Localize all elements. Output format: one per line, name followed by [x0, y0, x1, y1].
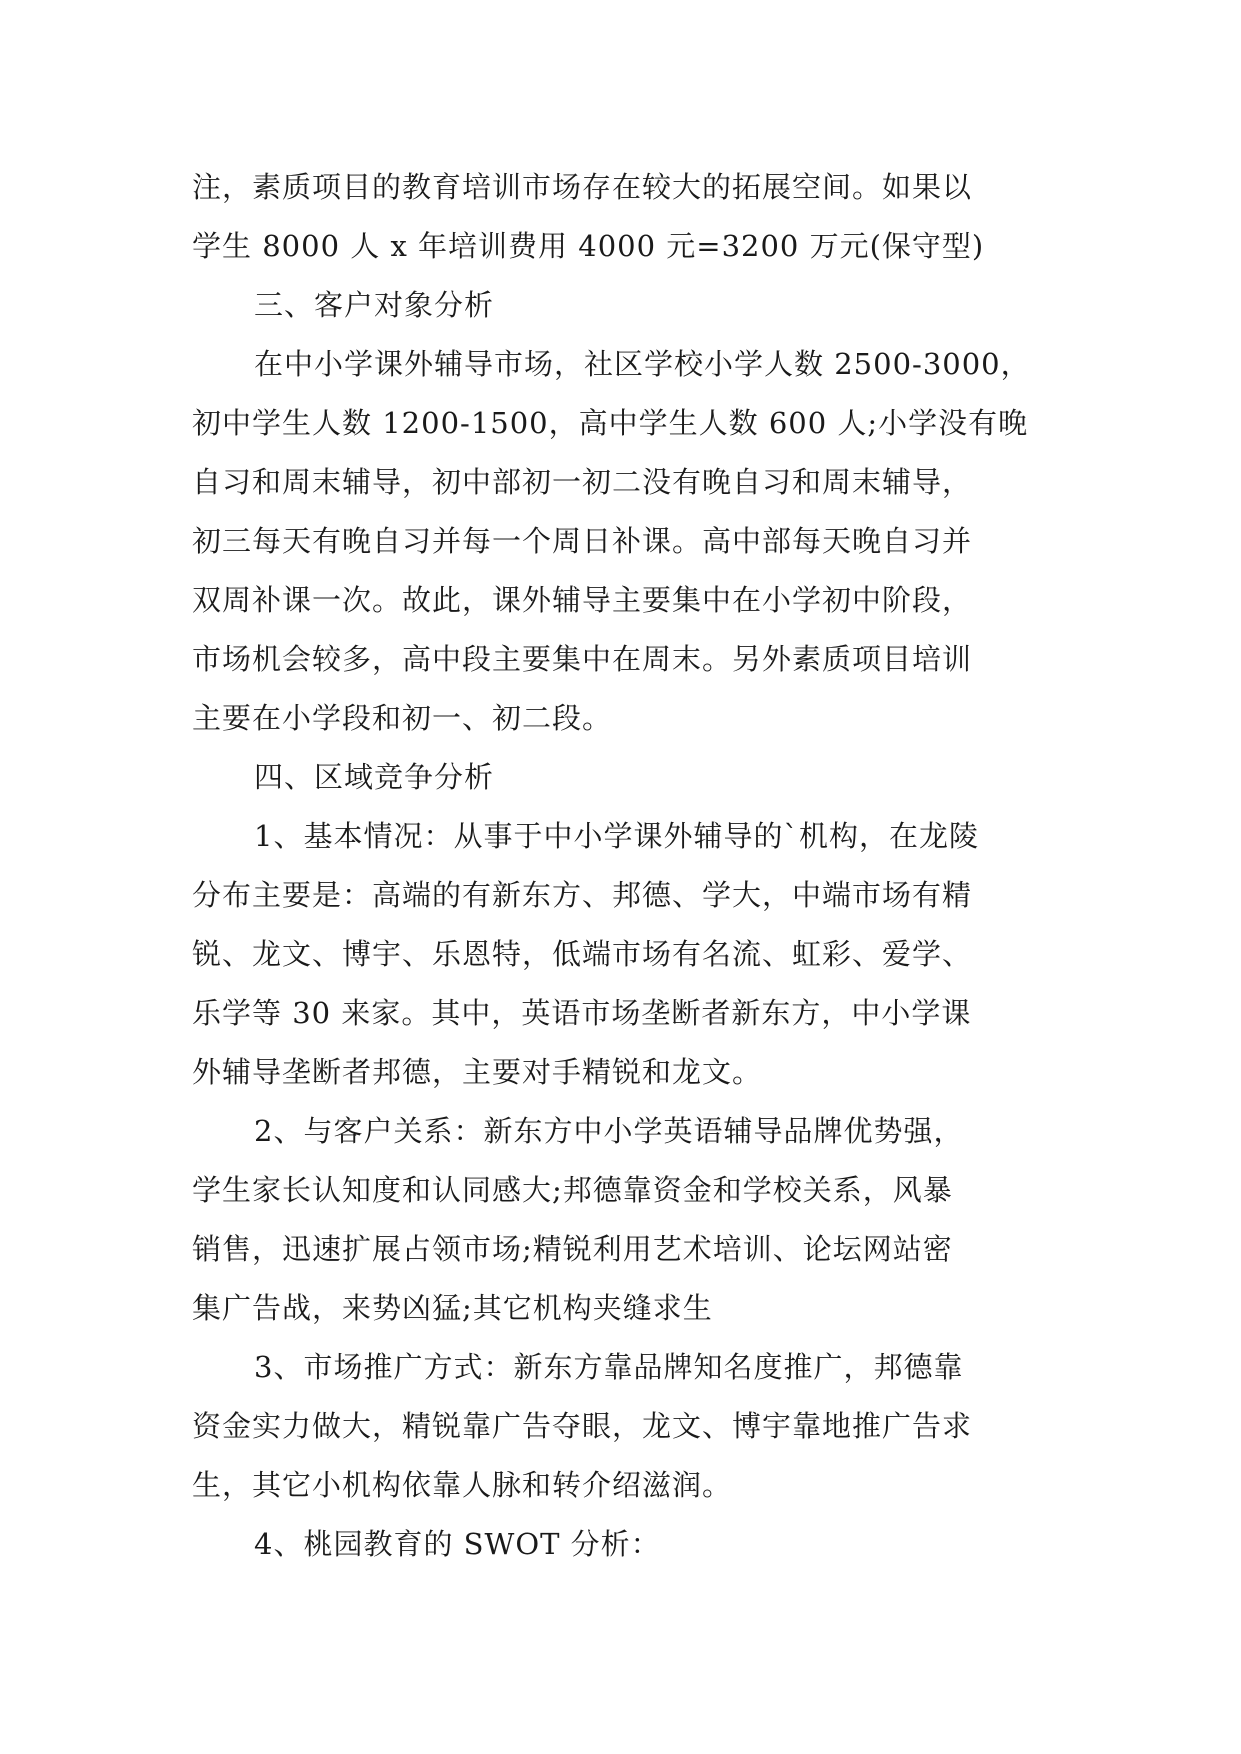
- text-line-2: 学生 8000 人 x 年培训费用 4000 元=3200 万元(保守型): [192, 229, 985, 263]
- text-line-9: 市场机会较多，高中段主要集中在周末。另外素质项目培训: [192, 642, 973, 676]
- text-line-19: 销售，迅速扩展占领市场;精锐利用艺术培训、论坛网站密: [192, 1232, 953, 1266]
- text-line-15: 乐学等 30 来家。其中，英语市场垄断者新东方，中小学课: [192, 996, 972, 1030]
- paragraph-line-17: 2、与客户关系：新东方中小学英语辅导品牌优势强，: [254, 1114, 964, 1148]
- text-line-20: 集广告战，来势凶猛;其它机构夹缝求生: [192, 1291, 713, 1325]
- paragraph-line-21: 3、市场推广方式：新东方靠品牌知名度推广，邦德靠: [254, 1350, 964, 1384]
- text-line-8: 双周补课一次。故此，课外辅导主要集中在小学初中阶段，: [192, 583, 973, 617]
- section-heading-customer-analysis: 三、客户对象分析: [254, 288, 495, 322]
- text-line-16: 外辅导垄断者邦德，主要对手精锐和龙文。: [192, 1055, 763, 1089]
- text-line-5: 初中学生人数 1200-1500，高中学生人数 600 人;小学没有晚: [192, 406, 1029, 440]
- text-line-1: 注，素质项目的教育培训市场存在较大的拓展空间。如果以: [192, 170, 973, 204]
- paragraph-line-4: 在中小学课外辅导市场，社区学校小学人数 2500-3000，: [254, 347, 1031, 381]
- text-line-22: 资金实力做大，精锐靠广告夺眼，龙文、博宇靠地推广告求: [192, 1409, 973, 1443]
- text-line-6: 自习和周末辅导，初中部初一初二没有晚自习和周末辅导，: [192, 465, 973, 499]
- paragraph-line-24: 4、桃园教育的 SWOT 分析：: [254, 1527, 661, 1561]
- text-line-7: 初三每天有晚自习并每一个周日补课。高中部每天晚自习并: [192, 524, 973, 558]
- text-line-10: 主要在小学段和初一、初二段。: [192, 701, 613, 735]
- text-line-14: 锐、龙文、博宇、乐恩特，低端市场有名流、虹彩、爱学、: [192, 937, 973, 971]
- text-line-18: 学生家长认知度和认同感大;邦德靠资金和学校关系，风暴: [192, 1173, 953, 1207]
- text-line-23: 生，其它小机构依靠人脉和转介绍滋润。: [192, 1468, 733, 1502]
- document-body: [192, 158, 1062, 1574]
- paragraph-line-12: 1、基本情况：从事于中小学课外辅导的`机构，在龙陵: [254, 819, 979, 853]
- text-line-13: 分布主要是：高端的有新东方、邦德、学大，中端市场有精: [192, 878, 973, 912]
- section-heading-competition-analysis: 四、区域竞争分析: [254, 760, 495, 794]
